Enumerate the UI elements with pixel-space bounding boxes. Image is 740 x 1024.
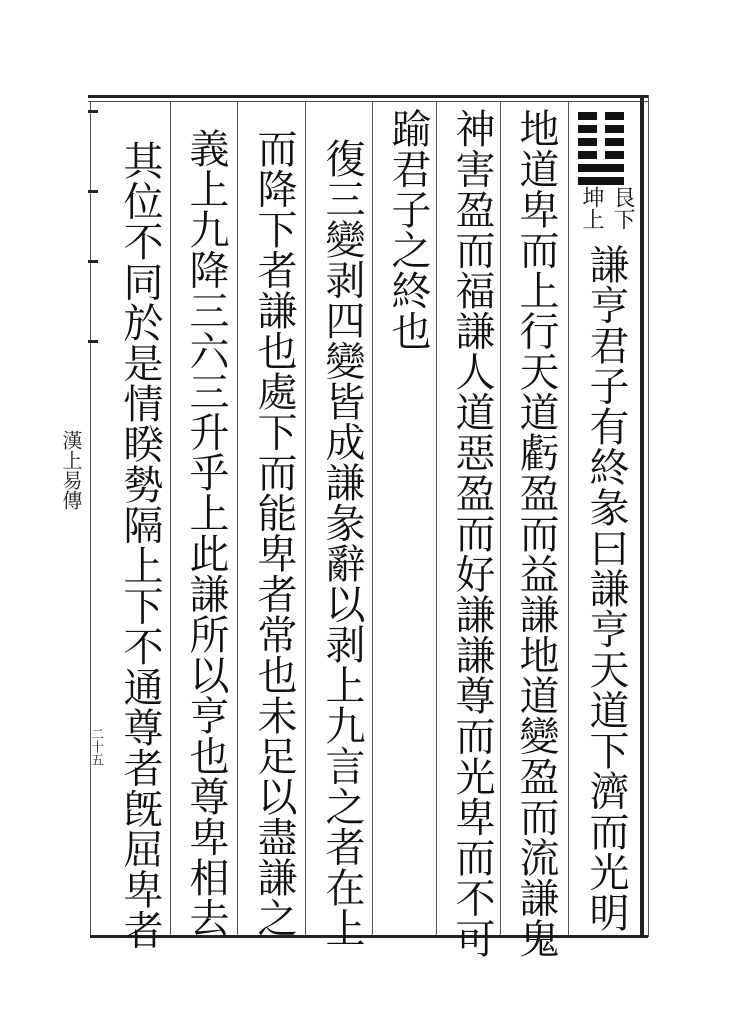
text-column-3: 神害盈而福謙人道惡盈而好謙謙尊而光卑而不可 xyxy=(449,108,495,959)
frame-top-rule xyxy=(88,95,648,98)
frame-top-inner-rule xyxy=(88,101,648,102)
hexagram-line-3-broken xyxy=(578,138,624,146)
column-rule xyxy=(436,102,437,935)
hexagram-line-2-broken xyxy=(578,125,624,133)
text-column-2: 地道卑而上行天道虧盈而益謙地道變盈而流謙鬼 xyxy=(513,108,559,959)
column-rule xyxy=(170,102,171,935)
fold-fish-tail-marks xyxy=(88,110,102,370)
hexagram-line-4-broken xyxy=(578,151,624,159)
margin-book-title: 漢上易傳 xyxy=(59,430,83,510)
frame-right-rule xyxy=(640,95,644,937)
text-column-1: 謙亨君子有終彖曰謙亨天道下濟而光明 xyxy=(583,244,629,933)
text-column-5: 復三變剥四變皆成謙彖辭以剥上九言之者在上 xyxy=(319,138,365,948)
column-rule xyxy=(237,102,238,935)
column-rule xyxy=(500,102,501,935)
hexagram-line-6-solid xyxy=(578,177,624,185)
text-column-6: 而降下者謙也處下而能卑者常也未足以盡謙之 xyxy=(251,128,297,938)
hexagram-line-5-solid xyxy=(578,164,624,172)
upper-trigram-label: 坤上 xyxy=(579,186,604,230)
text-column-7: 義上九降三六三升乎上此謙所以亨也尊卑相去 xyxy=(183,128,229,938)
lower-trigram-label: 艮下 xyxy=(610,186,635,230)
text-column-4: 踰君子之終也 xyxy=(385,108,431,351)
hexagram-line-1-broken xyxy=(578,112,624,120)
column-rule xyxy=(372,102,373,935)
leaf-number: 二十五 xyxy=(88,727,103,766)
text-column-8: 其位不同於是情睽勢隔上下不通尊者旣屈卑者 xyxy=(117,140,163,950)
column-rule xyxy=(568,102,569,935)
column-rule xyxy=(305,102,306,935)
frame-right-outer-rule xyxy=(648,95,649,937)
frame-bottom-rule xyxy=(90,935,648,938)
qian-hexagram-icon xyxy=(578,112,624,190)
